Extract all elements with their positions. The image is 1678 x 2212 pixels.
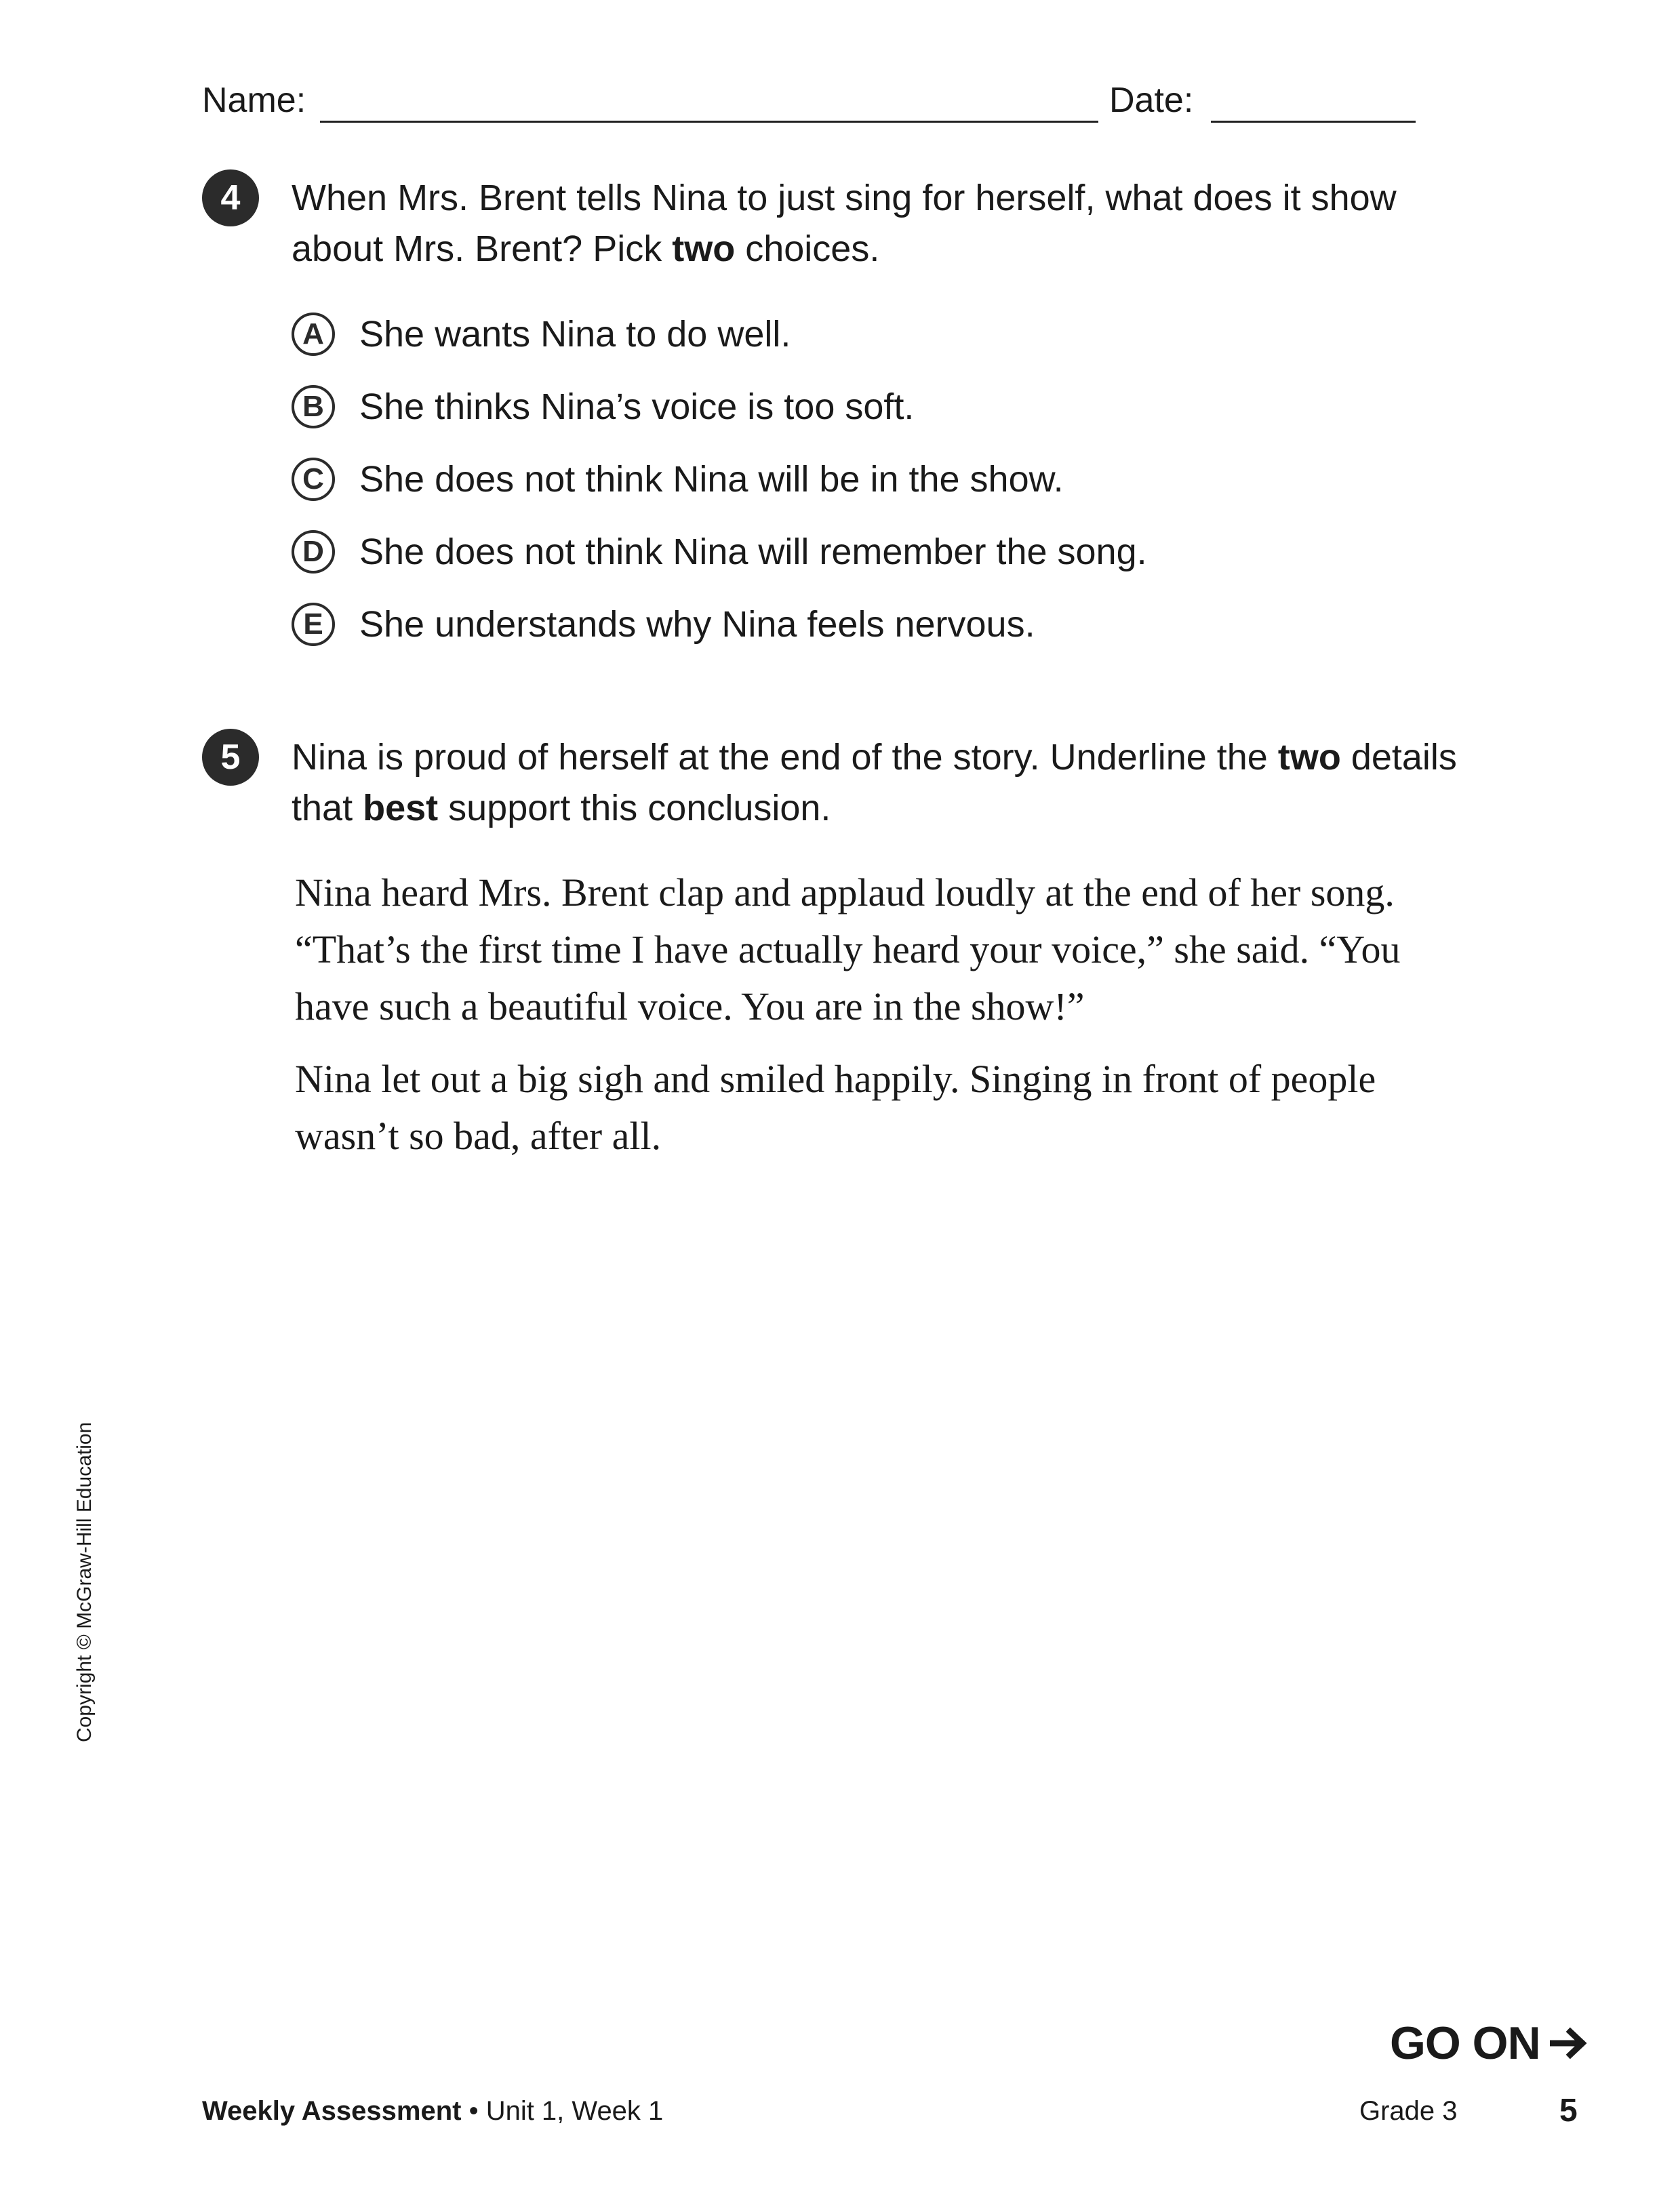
date-field[interactable] xyxy=(1211,121,1416,123)
choice-d-text: She does not think Nina will remember the song. xyxy=(359,531,1147,572)
page-number: 5 xyxy=(1559,2093,1578,2129)
footer-assessment-info: Weekly Assessment • Unit 1, Week 1 xyxy=(202,2096,664,2126)
passage-paragraph-1[interactable]: Nina heard Mrs. Brent clap and applaud loudly at the end of her song. “That’s the first time I have actually heard your voice,” she said. “You have such a beautiful voice. You are in the show!” xyxy=(295,870,1401,1028)
choice-d-bubble[interactable]: D xyxy=(292,530,335,574)
choice-d[interactable] xyxy=(292,525,1147,579)
name-label: Name: xyxy=(202,81,306,120)
choice-b[interactable] xyxy=(292,380,914,434)
choice-c[interactable] xyxy=(292,452,1064,506)
choice-e-text: She understands why Nina feels nervous. xyxy=(359,604,1035,645)
choice-b-text: She thinks Nina’s voice is too soft. xyxy=(359,386,915,427)
question-5-prompt: Nina is proud of herself at the end of the story. Underline the two details that best support this conclusion. xyxy=(292,737,1457,828)
arrow-right-icon xyxy=(1550,2026,1589,2060)
name-field[interactable] xyxy=(320,121,1098,123)
choice-e-bubble[interactable]: E xyxy=(292,603,335,646)
question-5-number: 5 xyxy=(202,729,259,786)
question-4-number: 4 xyxy=(202,169,259,226)
footer-grade: Grade 3 xyxy=(1359,2096,1458,2126)
go-on-label: GO ON xyxy=(1390,2017,1540,2069)
choice-a-text: She wants Nina to do well. xyxy=(359,314,791,355)
choice-e[interactable] xyxy=(292,597,1035,651)
passage-paragraph-2[interactable]: Nina let out a big sigh and smiled happily. Singing in front of people wasn’t so bad, after all. xyxy=(295,1057,1376,1158)
date-label: Date: xyxy=(1109,81,1194,120)
copyright-notice: Copyright © McGraw-Hill Education xyxy=(73,1422,96,1742)
choice-b-bubble[interactable]: B xyxy=(292,385,335,428)
choice-a-bubble[interactable]: A xyxy=(292,313,335,356)
choice-a[interactable] xyxy=(292,307,791,361)
go-on-indicator xyxy=(1390,2017,1589,2070)
choice-c-text: She does not think Nina will be in the show. xyxy=(359,459,1064,500)
question-4-prompt: When Mrs. Brent tells Nina to just sing for herself, what does it show about Mrs. Brent? Pick two choices. xyxy=(292,178,1397,269)
choice-c-bubble[interactable]: C xyxy=(292,458,335,501)
